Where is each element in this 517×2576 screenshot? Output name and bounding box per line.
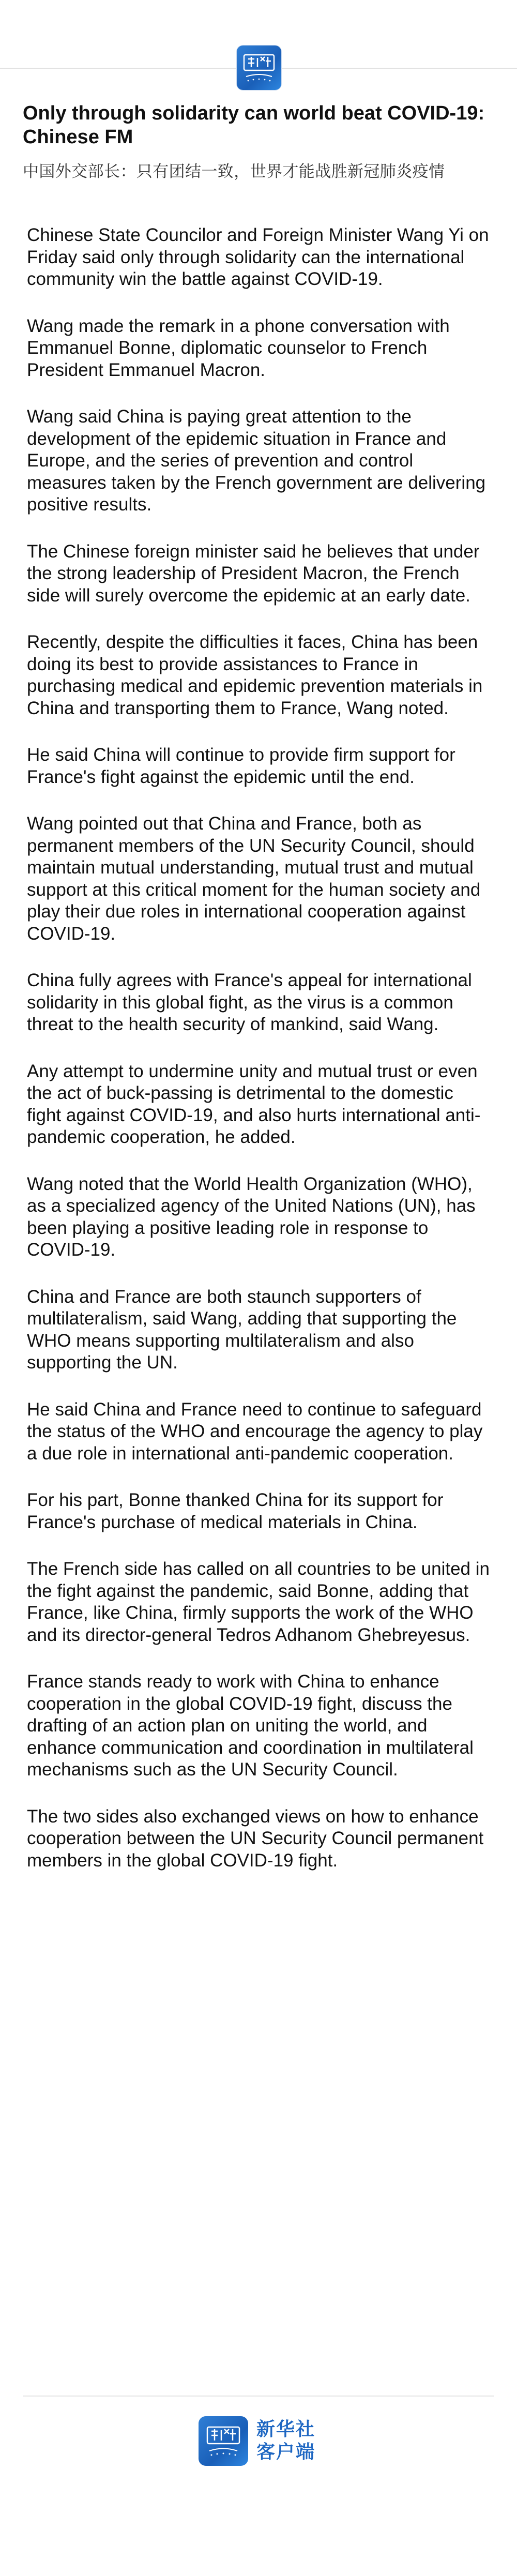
article-paragraph: Chinese State Councilor and Foreign Minister Wang Yi on Friday said only through solidarity can the international community win the battle against COVID-19. [27, 225, 489, 289]
article-subtitle-chinese: 中国外交部长：只有团结一致，世界才能战胜新冠肺炎疫情 [23, 162, 445, 181]
xinhua-logo-graphic [241, 50, 277, 86]
article-paragraph: Wang made the remark in a phone conversation with Emmanuel Bonne, diplomatic counselor to French President Emmanuel Macron. [27, 315, 450, 380]
article-paragraph: Recently, despite the difficulties it faces, China has been doing its best to provide assistances to France in purchasing medical and epidemic prevention materials in China and transporting them to France, Wang noted. [27, 632, 483, 718]
article-paragraph: For his part, Bonne thanked China for its support for France's purchase of medical materials in China. [27, 1490, 444, 1532]
article-paragraph: France stands ready to work with China to enhance cooperation in the global COVID-19 fight, discuss the drafting of an action plan on uniting the world, and enhance communication and coordination in multilateral mechanisms such as the UN Security Council. [27, 1671, 474, 1780]
article-paragraph: The two sides also exchanged views on how to enhance cooperation between the UN Security Council permanent members in the global COVID-19 fight. [27, 1806, 484, 1871]
article-title: Only through solidarity can world beat COVID-19: Chinese FM [23, 102, 485, 148]
article-paragraph: He said China and France need to continue to safeguard the status of the WHO and encourage the agency to play a due role in international anti-pandemic cooperation. [27, 1399, 483, 1464]
footer-divider [23, 2396, 494, 2397]
footer-brand-line1: 新华社 [256, 2419, 316, 2440]
article-paragraph: Wang noted that the World Health Organization (WHO), as a specialized agency of the United Nations (UN), has been playing a positive leading role in response to COVID-19. [27, 1173, 476, 1260]
xinhua-app-logo-icon [199, 2416, 248, 2466]
xinhua-app-logo-graphic [203, 2421, 244, 2461]
page-header [0, 0, 517, 68]
footer-brand-line2: 客户端 [256, 2442, 316, 2463]
article-paragraph: Any attempt to undermine unity and mutual trust or even the act of buck-passing is detrimental to the domestic fight against COVID-19, and also hurts international anti-pandemic cooperation, he added. [27, 1061, 481, 1147]
article-paragraph: Wang pointed out that China and France, both as permanent members of the UN Security Council, should maintain mutual understanding, mutual trust and mutual support at this critical moment for the human society and play their due roles in international cooperation against COVID-19. [27, 814, 481, 944]
article-paragraph: China fully agrees with France's appeal for international solidarity in this global fight, as the virus is a common threat to the health security of mankind, said Wang. [27, 970, 472, 1034]
article-body [27, 224, 492, 1896]
xinhua-logo-icon[interactable] [237, 46, 281, 90]
article-paragraph: He said China will continue to provide firm support for France's fight against the epidemic until the end. [27, 745, 455, 787]
article-paragraph: The Chinese foreign minister said he believes that under the strong leadership of President Macron, the French side will surely overcome the epidemic at an early date. [27, 541, 480, 606]
article-paragraph: The French side has called on all countries to be united in the fight against the pandemic, said Bonne, adding that France, like China, firmly supports the work of the WHO and its director-general Tedros Adhanom Ghebreyesus. [27, 1559, 490, 1645]
footer-app-badge[interactable] [199, 2413, 323, 2469]
article-paragraph: Wang said China is paying great attention to the development of the epidemic situation in France and Europe, and the series of prevention and control measures taken by the French government are delivering positive results. [27, 406, 486, 515]
footer-brand-text [256, 2418, 315, 2464]
article-paragraph: China and France are both staunch supporters of multilateralism, said Wang, adding that supporting the WHO means supporting multilateralism and also supporting the UN. [27, 1286, 457, 1373]
